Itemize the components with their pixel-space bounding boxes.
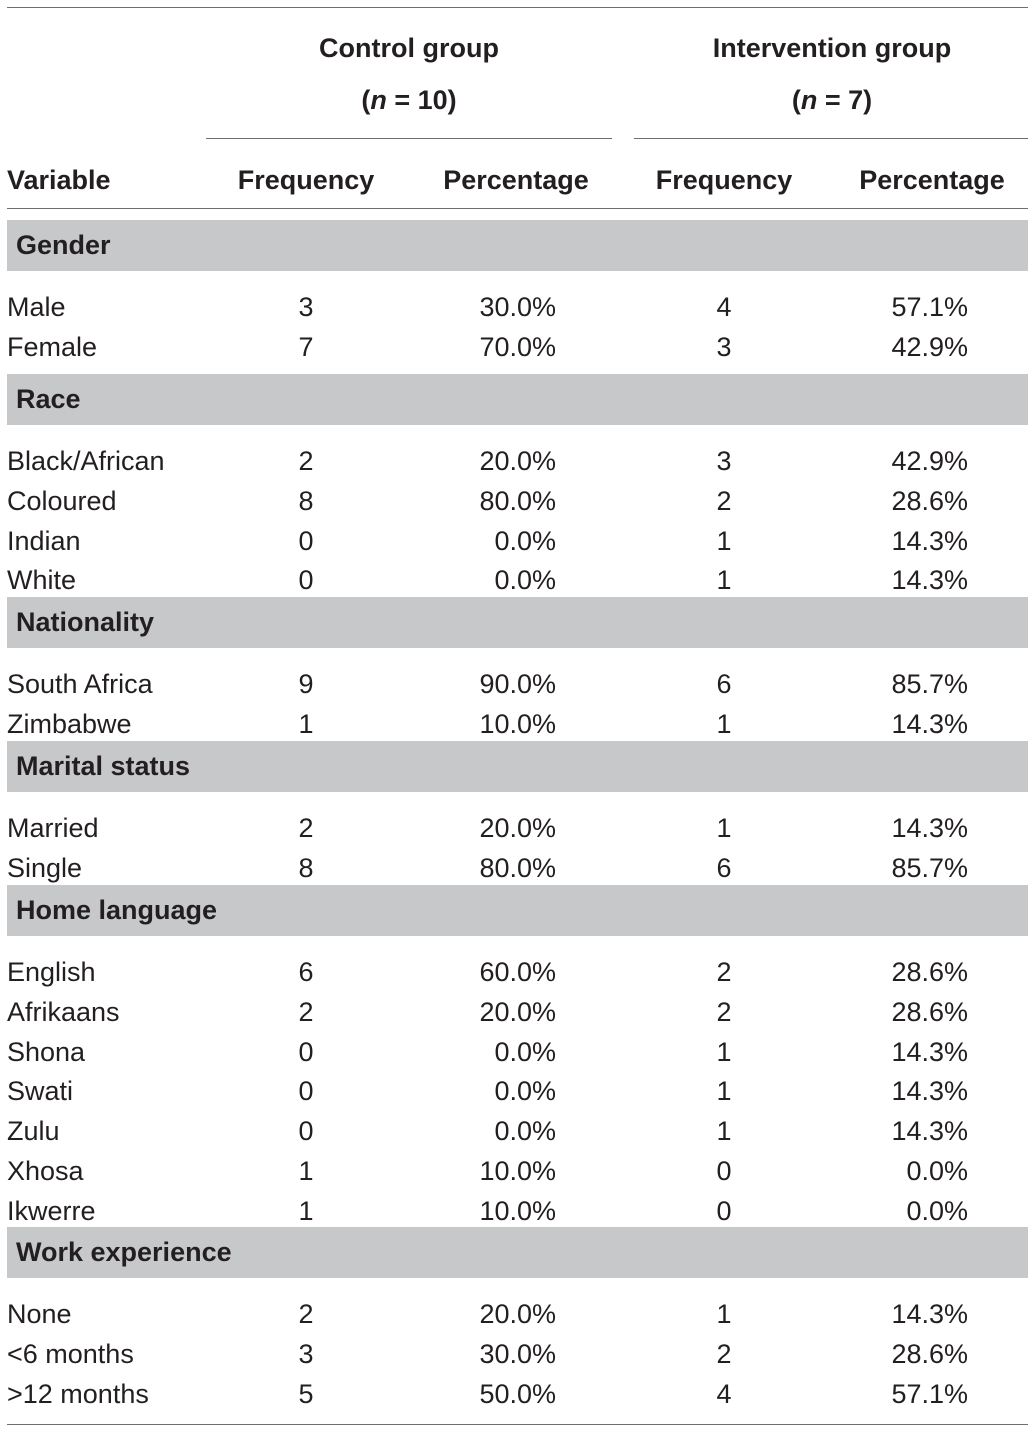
variable-label: Female bbox=[7, 331, 98, 362]
control-percentage: 0.0% bbox=[494, 525, 556, 556]
control-frequency: 3 bbox=[298, 292, 314, 322]
table-row bbox=[0, 1191, 1035, 1231]
table-row bbox=[0, 287, 1035, 327]
table-row bbox=[0, 704, 1035, 744]
variable-label: English bbox=[7, 957, 96, 987]
control-group-rule bbox=[206, 138, 612, 139]
intervention-percentage: 14.3% bbox=[891, 1116, 968, 1146]
control-frequency: 2 bbox=[298, 446, 314, 476]
control-frequency: 0 bbox=[298, 1036, 314, 1067]
col-header-variable: Variable bbox=[7, 165, 111, 195]
control-frequency: 5 bbox=[298, 1378, 314, 1409]
table-row bbox=[0, 1032, 1035, 1072]
intervention-frequency: 3 bbox=[716, 446, 732, 476]
control-percentage: 0.0% bbox=[494, 565, 556, 596]
control-percentage: 90.0% bbox=[479, 669, 556, 699]
table-row bbox=[0, 1294, 1035, 1334]
variable-label: Male bbox=[7, 292, 66, 322]
variable-label: Ikwerre bbox=[7, 1195, 96, 1226]
intervention-percentage: 28.6% bbox=[891, 957, 968, 987]
table-row bbox=[0, 327, 1035, 367]
variable-label: South Africa bbox=[7, 669, 153, 699]
intervention-percentage: 14.3% bbox=[891, 1076, 968, 1107]
intervention-frequency: 0 bbox=[716, 1195, 732, 1226]
intervention-frequency: 4 bbox=[716, 1378, 732, 1409]
control-frequency: 0 bbox=[298, 1116, 314, 1146]
control-frequency: 3 bbox=[298, 1338, 314, 1369]
bottom-rule bbox=[7, 1424, 1028, 1425]
control-frequency: 2 bbox=[298, 996, 314, 1027]
intervention-frequency: 1 bbox=[716, 1036, 732, 1067]
variable-label: <6 months bbox=[7, 1338, 134, 1369]
table-row bbox=[0, 1111, 1035, 1151]
intervention-percentage: 14.3% bbox=[891, 1299, 968, 1329]
intervention-percentage: 28.6% bbox=[891, 996, 968, 1027]
intervention-group-title: Intervention group bbox=[712, 33, 952, 63]
table-row bbox=[0, 1151, 1035, 1191]
intervention-frequency: 1 bbox=[716, 813, 732, 843]
table-row bbox=[0, 952, 1035, 992]
control-frequency: 1 bbox=[298, 1155, 314, 1186]
intervention-frequency: 4 bbox=[716, 292, 732, 322]
section-title: Work experience bbox=[16, 1237, 232, 1267]
intervention-frequency: 2 bbox=[716, 996, 732, 1027]
section-title: Gender bbox=[16, 230, 111, 260]
variable-label: Xhosa bbox=[7, 1155, 84, 1186]
intervention-frequency: 2 bbox=[716, 485, 732, 516]
section-title: Home language bbox=[16, 895, 218, 925]
control-frequency: 1 bbox=[298, 708, 314, 739]
table-row bbox=[0, 1374, 1035, 1414]
intervention-frequency: 6 bbox=[716, 852, 732, 883]
control-percentage: 0.0% bbox=[494, 1116, 556, 1146]
variable-label: Shona bbox=[7, 1036, 86, 1067]
intervention-frequency: 0 bbox=[716, 1155, 732, 1186]
variable-label: Zulu bbox=[7, 1116, 60, 1146]
intervention-percentage: 14.3% bbox=[891, 565, 968, 596]
intervention-percentage: 14.3% bbox=[891, 708, 968, 739]
control-percentage: 20.0% bbox=[479, 446, 556, 476]
table-row bbox=[0, 481, 1035, 521]
control-percentage: 70.0% bbox=[479, 331, 556, 362]
table-row bbox=[0, 848, 1035, 888]
variable-label: Swati bbox=[7, 1076, 74, 1107]
control-percentage: 30.0% bbox=[479, 1338, 556, 1369]
table-row bbox=[0, 664, 1035, 704]
intervention-percentage: 14.3% bbox=[891, 1036, 968, 1067]
col-header-intervention-frequency: Frequency bbox=[655, 165, 793, 195]
intervention-group-rule bbox=[634, 138, 1028, 139]
intervention-percentage: 42.9% bbox=[891, 446, 968, 476]
section-header bbox=[7, 741, 1028, 792]
intervention-percentage: 57.1% bbox=[891, 1378, 968, 1409]
header-rule bbox=[7, 208, 1028, 209]
control-frequency: 6 bbox=[298, 957, 314, 987]
intervention-group-n: (n = 7) bbox=[791, 85, 873, 115]
control-frequency: 8 bbox=[298, 485, 314, 516]
variable-label: Indian bbox=[7, 525, 81, 556]
control-group-n: (n = 10) bbox=[361, 85, 457, 115]
table-row bbox=[0, 808, 1035, 848]
intervention-percentage: 14.3% bbox=[891, 525, 968, 556]
intervention-frequency: 1 bbox=[716, 1116, 732, 1146]
col-header-intervention-percentage: Percentage bbox=[859, 165, 1005, 195]
intervention-percentage: 85.7% bbox=[891, 852, 968, 883]
intervention-percentage: 42.9% bbox=[891, 331, 968, 362]
section-title: Nationality bbox=[16, 607, 155, 637]
table-row bbox=[0, 521, 1035, 561]
table-row bbox=[0, 1334, 1035, 1374]
variable-label: Coloured bbox=[7, 485, 117, 516]
control-percentage: 20.0% bbox=[479, 813, 556, 843]
section-header bbox=[7, 220, 1028, 271]
control-frequency: 0 bbox=[298, 1076, 314, 1107]
section-title: Race bbox=[16, 384, 81, 414]
intervention-frequency: 6 bbox=[716, 669, 732, 699]
section-header bbox=[7, 1227, 1028, 1278]
control-group-title: Control group bbox=[319, 33, 499, 63]
control-frequency: 1 bbox=[298, 1195, 314, 1226]
variable-label: Afrikaans bbox=[7, 996, 120, 1027]
variable-label: Zimbabwe bbox=[7, 708, 132, 739]
control-percentage: 50.0% bbox=[479, 1378, 556, 1409]
section-header bbox=[7, 374, 1028, 425]
col-header-control-frequency: Frequency bbox=[237, 165, 375, 195]
control-percentage: 10.0% bbox=[479, 708, 556, 739]
table-row bbox=[0, 441, 1035, 481]
variable-label: Single bbox=[7, 852, 83, 883]
control-percentage: 20.0% bbox=[479, 1299, 556, 1329]
intervention-frequency: 2 bbox=[716, 957, 732, 987]
control-frequency: 8 bbox=[298, 852, 314, 883]
intervention-frequency: 1 bbox=[716, 708, 732, 739]
control-frequency: 0 bbox=[298, 525, 314, 556]
intervention-frequency: 1 bbox=[716, 1076, 732, 1107]
variable-label: None bbox=[7, 1299, 72, 1329]
control-percentage: 80.0% bbox=[479, 485, 556, 516]
top-rule bbox=[7, 7, 1028, 8]
control-frequency: 2 bbox=[298, 813, 314, 843]
intervention-percentage: 0.0% bbox=[906, 1195, 968, 1226]
intervention-frequency: 1 bbox=[716, 565, 732, 596]
control-frequency: 2 bbox=[298, 1299, 314, 1329]
intervention-percentage: 28.6% bbox=[891, 485, 968, 516]
variable-label: >12 months bbox=[7, 1378, 149, 1409]
variable-label: Married bbox=[7, 813, 99, 843]
control-percentage: 10.0% bbox=[479, 1195, 556, 1226]
control-frequency: 7 bbox=[298, 331, 314, 362]
section-title: Marital status bbox=[16, 751, 191, 781]
section-header bbox=[7, 597, 1028, 648]
intervention-percentage: 57.1% bbox=[891, 292, 968, 322]
section-header bbox=[7, 885, 1028, 936]
table-row bbox=[0, 560, 1035, 600]
table-row bbox=[0, 1071, 1035, 1111]
control-percentage: 0.0% bbox=[494, 1036, 556, 1067]
control-frequency: 9 bbox=[298, 669, 314, 699]
intervention-frequency: 1 bbox=[716, 1299, 732, 1329]
intervention-percentage: 14.3% bbox=[891, 813, 968, 843]
table-row bbox=[0, 992, 1035, 1032]
variable-label: Black/African bbox=[7, 446, 165, 476]
intervention-percentage: 85.7% bbox=[891, 669, 968, 699]
intervention-frequency: 3 bbox=[716, 331, 732, 362]
intervention-frequency: 1 bbox=[716, 525, 732, 556]
intervention-frequency: 2 bbox=[716, 1338, 732, 1369]
control-percentage: 10.0% bbox=[479, 1155, 556, 1186]
control-percentage: 80.0% bbox=[479, 852, 556, 883]
control-percentage: 30.0% bbox=[479, 292, 556, 322]
intervention-percentage: 0.0% bbox=[906, 1155, 968, 1186]
variable-label: White bbox=[7, 565, 77, 596]
control-percentage: 60.0% bbox=[479, 957, 556, 987]
control-percentage: 20.0% bbox=[479, 996, 556, 1027]
control-frequency: 0 bbox=[298, 565, 314, 596]
control-percentage: 0.0% bbox=[494, 1076, 556, 1107]
intervention-percentage: 28.6% bbox=[891, 1338, 968, 1369]
col-header-control-percentage: Percentage bbox=[443, 165, 589, 195]
